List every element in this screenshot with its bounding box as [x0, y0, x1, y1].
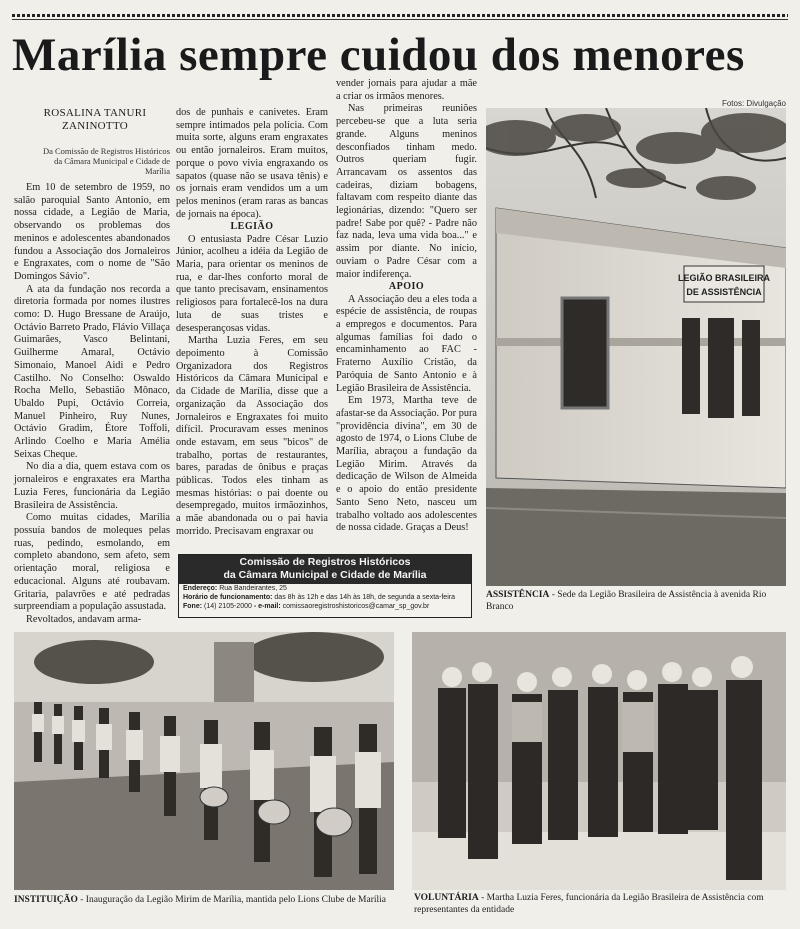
parade-illustration — [14, 632, 394, 890]
info-address — [179, 584, 471, 593]
info-box-title — [179, 555, 471, 584]
headline: Marília sempre cuidou dos menores — [12, 29, 745, 81]
article-column-1 — [14, 182, 170, 627]
paragraph: Nas primeiras reuniões percebeu-se que a luta seria grande. Alguns meninos desconfiados tinham medo. Outros queriam fugir. Arrancavam os assentos das cadeiras, diziam bobagens, faltavam com respeito diante das legionárias, dizendo: "Quero ser padre! Sabe por quê? - Padre não faz nada, leva uma vida boa..." e assim por diante. No início, ouviam o Padre César com a maior indiferença. — [336, 103, 477, 280]
top-rule — [12, 19, 788, 20]
hours-label: Horário de funcionamento: — [183, 594, 273, 601]
phone-value: (14) 2105-2000 — [204, 603, 252, 610]
article-column-3 — [336, 78, 477, 535]
paragraph: Como muitas cidades, Marília possuía bandos de moleques pelas ruas, pedindo, esmolando, em completo abandono, sem afeto, sem orientação moral, religiosa e educacional. Alguns até roubavam. Gritaria, palavrões e até pedradas surpreendiam a população assustada. — [14, 512, 170, 613]
caption-text: - Inauguração da Legião Mirim de Marília, mantida pelo Lions Clube de Marília — [77, 895, 387, 905]
subheading-legiao: LEGIÃO — [230, 221, 274, 233]
info-box — [178, 554, 472, 618]
article-column-2 — [176, 107, 328, 539]
caption-label: INSTITUIÇÃO — [14, 895, 78, 905]
parade-caption — [14, 895, 394, 907]
paragraph: Revoltados, andavam arma- — [26, 613, 142, 625]
info-contact — [179, 602, 471, 611]
info-hours — [179, 593, 471, 602]
email-value: comissaoregistroshistoricos@camar_sp_gov.br — [282, 603, 430, 610]
building-sign-line1: LEGIÃO BRASILEIRA — [677, 273, 771, 283]
paragraph: dos de punhais e canivetes. Eram sempre intimados pela polícia. Com muita sorte, alguns eram engraxates ou então jornaleiros. Eram muitos, porque o povo vivia engraxando os sapatos (quase não se usava tênis) e os jornais eram vendidos um a um pelos meninos (eram raras as bancas de jornais na época). — [176, 107, 328, 220]
paragraph: A ata da fundação nos recorda a diretoria formada por nomes ilustres como: D. Hugo Bressane de Araújo, Octávio Barreto Prado, Flávio Villaça Guimarães, Vasco Belintani, Guilherme Amaral, Octávio Simonaio, Manoel Aidi e Pedro Castilho. No Conselho: Oswaldo Rocha Mello, Sebastião Mônaco, Ubaldo Pupi, Octávio Correia, Manuel Pinheiro, Ruy Nunes, Octávio Gradim, Étore Toffoli, Arlindo Coelho e Maria Amélia Seixas Cheque. — [14, 283, 170, 460]
paragraph: A Associação deu a eles toda a espécie de assistência, de roupas a empregos e documentos. Para algumas famílias foi dado o encaminhamento ao FAC - Fraterno Auxílio Cristão, da Paróquia de Santo Antonio e à Legião Brasileira de Assistência. — [336, 293, 477, 394]
email-label: - e-mail: — [253, 603, 281, 610]
paragraph: O entusiasta Padre César Luzio Júnior, acolheu a idéia da Legião de Maria, para orientar os meninos de rua, e dar-lhes conforto moral de que tanto precisavam, ensinamentos religiosos para fortalecê-los na dura luta de suas tristes e desesperançosas vidas. — [176, 233, 328, 334]
building-photo — [486, 108, 786, 586]
top-dashed-rule — [12, 14, 788, 17]
parade-photo — [14, 632, 394, 890]
building-sign-line2: DE ASSISTÊNCIA — [686, 287, 762, 297]
building-illustration — [486, 108, 786, 586]
phone-label: Fone: — [183, 603, 203, 610]
paragraph: Em 1973, Martha teve de afastar-se da Associação. Por pura "providência divina", em 30 de agosto de 1974, o Lions Clube de Marília, abraçou a fundação da Legião Mirim. Através da dedicação de Wilson de Almeida e o apoio do então presidente Santo Seno Neto, nasceu um trabalho voltado aos adolescentes de nossa cidade. Graças a Deus! — [336, 395, 477, 534]
group-photo — [412, 632, 786, 890]
caption-text: - Sede da Legião Brasileira de Assistência à avenida Rio Branco — [486, 590, 767, 612]
address-value: Rua Bandeirantes, 25 — [219, 585, 287, 592]
caption-label: ASSISTÊNCIA — [486, 590, 550, 600]
paragraph: Em 10 de setembro de 1959, no salão paroquial Santo Antonio, em nossa cidade, a Legião de Maria, observando os problemas dos meninos e adolescentes abandonados fundou a Associação dos Jornaleiros e Engraxates, com o nome de "São Domingos Sávio". — [14, 182, 170, 282]
caption-label: VOLUNTÁRIA — [414, 893, 479, 903]
hours-value: das 8h às 12h e das 14h às 18h, de segunda a sexta-feira — [274, 594, 455, 601]
group-illustration — [412, 632, 786, 890]
building-caption — [486, 590, 786, 614]
subheading-apoio: APOIO — [388, 281, 425, 293]
byline-title: Da Comissão de Registros Históricos da Câmara Municipal e Cidade de Marília — [42, 146, 170, 177]
info-box-title-line: da Câmara Municipal e Cidade de Marília — [223, 569, 427, 581]
group-caption — [414, 893, 786, 917]
byline-author: ROSALINA TANURI ZANINOTTO — [43, 107, 147, 132]
paragraph: vender jornais para ajudar a mãe a criar os irmãos menores. — [336, 78, 477, 102]
address-label: Endereço: — [183, 585, 218, 592]
info-box-title-line: Comissão de Registros Históricos — [239, 556, 411, 568]
paragraph: No dia a dia, quem estava com os jornaleiros e engraxates era Martha Luzia Feres, funcionária da Legião Brasileira de Assistência. — [14, 461, 170, 511]
photo-credit: Fotos: Divulgação — [721, 99, 786, 108]
caption-text: - Martha Luzia Feres, funcionária da Legião Brasileira de Assistência com representantes da entidade — [414, 893, 764, 915]
paragraph: Martha Luzia Feres, em seu depoimento à Comissão Organizadora dos Registros Históricos da Câmara Municipal e da Cidade de Marília, disse que a organização da Associação dos Jornaleiros e Engraxates foi muito difícil. Procuravam esses meninos onde estavam, em seus "bicos" de trabalho, portas de restaurantes, bares, paradas de ônibus e praças públicas. Todos eles tinham as mesmas histórias: o pai doente ou desempregado, muitos irmãozinhos, a mãe abandonada ou o pai havia morrido. Precisavam engraxar ou — [176, 335, 328, 537]
